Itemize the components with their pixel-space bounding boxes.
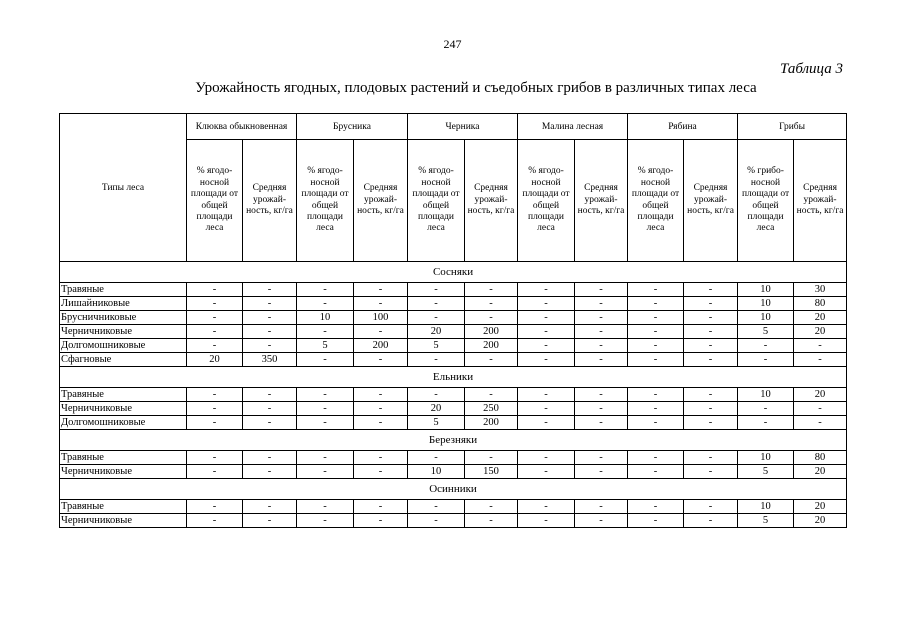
value-cell: - [243,451,297,465]
value-cell: - [408,283,465,297]
value-cell: - [297,402,354,416]
sub-header-pct: % ягодо-носной площади от общей площади леса [187,140,243,262]
value-cell: - [354,402,408,416]
table-label: Таблица 3 [780,61,843,77]
table-row [60,465,847,479]
value-cell: - [518,325,575,339]
value-cell: - [187,416,243,430]
value-cell: 20 [187,353,243,367]
value-cell: - [187,339,243,353]
value-cell: 200 [465,416,518,430]
value-cell: - [187,283,243,297]
value-cell: - [794,416,847,430]
section-row [60,479,847,500]
value-cell: - [575,451,628,465]
value-cell: 20 [794,465,847,479]
value-cell: - [243,416,297,430]
table-row [60,514,847,528]
value-cell: - [684,297,738,311]
table-row [60,451,847,465]
value-cell: - [297,325,354,339]
sub-header-pct: % ягодо-носной площади от общей площади леса [297,140,354,262]
value-cell: - [575,353,628,367]
value-cell: 20 [794,514,847,528]
value-cell: 10 [297,311,354,325]
group-header-raspberry: Малина лесная [518,114,628,140]
value-cell: - [243,283,297,297]
value-cell: - [354,283,408,297]
value-cell: - [628,353,684,367]
section-title: Осинники [60,479,847,500]
group-header-lingonberry: Брусника [297,114,408,140]
table-row [60,402,847,416]
value-cell: - [575,325,628,339]
value-cell: - [684,283,738,297]
value-cell: - [243,297,297,311]
value-cell: - [408,500,465,514]
value-cell: 200 [465,325,518,339]
value-cell: - [187,465,243,479]
value-cell: 10 [408,465,465,479]
value-cell: 5 [408,416,465,430]
table-title: Урожайность ягодных, плодовых растений и съедобных грибов в различных типах леса [195,80,757,96]
forest-type-cell: Травяные [60,388,187,402]
value-cell: - [518,465,575,479]
group-header-cranberry: Клюква обыкновенная [187,114,297,140]
section-title: Березняки [60,430,847,451]
value-cell: - [243,465,297,479]
sub-header-yield: Средняя урожай-ность, кг/га [684,140,738,262]
value-cell: - [408,297,465,311]
table-row [60,353,847,367]
value-cell: - [187,451,243,465]
value-cell: 10 [738,388,794,402]
forest-type-cell: Черничниковые [60,514,187,528]
value-cell: 5 [297,339,354,353]
row-header-cell: Типы леса [60,114,187,262]
value-cell: - [465,311,518,325]
sub-header-yield: Средняя урожай-ность, кг/га [465,140,518,262]
value-cell: - [684,416,738,430]
sub-header-yield: Средняя урожай-ность, кг/га [354,140,408,262]
value-cell: 250 [465,402,518,416]
table-row [60,311,847,325]
value-cell: - [738,339,794,353]
value-cell: 20 [794,388,847,402]
value-cell: - [297,514,354,528]
section-row [60,262,847,283]
value-cell: - [575,388,628,402]
value-cell: 150 [465,465,518,479]
value-cell: - [684,339,738,353]
value-cell: - [628,297,684,311]
group-header-row [60,114,847,140]
value-cell: - [794,402,847,416]
value-cell: - [628,388,684,402]
value-cell: - [575,283,628,297]
forest-type-cell: Сфагновые [60,353,187,367]
value-cell: 5 [738,325,794,339]
value-cell: - [354,451,408,465]
value-cell: 10 [738,311,794,325]
value-cell: - [187,325,243,339]
value-cell: - [408,514,465,528]
page-number: 247 [443,37,462,51]
value-cell: - [738,416,794,430]
value-cell: - [628,339,684,353]
value-cell: - [243,402,297,416]
forest-type-cell: Долгомошниковые [60,339,187,353]
value-cell: - [684,465,738,479]
value-cell: - [628,402,684,416]
value-cell: - [684,353,738,367]
value-cell: - [408,388,465,402]
section-title: Ельники [60,367,847,388]
group-header-rowan: Рябина [628,114,738,140]
value-cell: - [575,500,628,514]
value-cell: 20 [794,500,847,514]
value-cell: 350 [243,353,297,367]
value-cell: - [243,311,297,325]
value-cell: - [518,416,575,430]
value-cell: - [518,388,575,402]
value-cell: - [628,325,684,339]
sub-header-yield: Средняя урожай-ность, кг/га [575,140,628,262]
value-cell: - [465,297,518,311]
value-cell: - [243,339,297,353]
value-cell: - [297,500,354,514]
value-cell: - [297,451,354,465]
value-cell: - [518,514,575,528]
forest-type-cell: Травяные [60,500,187,514]
value-cell: - [187,388,243,402]
table-row [60,416,847,430]
value-cell: - [575,339,628,353]
value-cell: - [243,388,297,402]
value-cell: - [575,465,628,479]
value-cell: 20 [794,325,847,339]
forest-type-cell: Черничниковые [60,402,187,416]
value-cell: - [518,451,575,465]
value-cell: - [408,311,465,325]
value-cell: - [794,353,847,367]
value-cell: - [354,465,408,479]
value-cell: 10 [738,283,794,297]
value-cell: - [684,451,738,465]
table-row [60,297,847,311]
value-cell: - [297,353,354,367]
value-cell: 200 [465,339,518,353]
value-cell: - [518,297,575,311]
value-cell: 10 [738,297,794,311]
value-cell: - [684,325,738,339]
value-cell: - [243,325,297,339]
section-row [60,430,847,451]
value-cell: - [354,514,408,528]
value-cell: - [684,402,738,416]
value-cell: - [794,339,847,353]
value-cell: - [575,416,628,430]
value-cell: - [518,402,575,416]
forest-type-cell: Черничниковые [60,465,187,479]
value-cell: - [354,353,408,367]
value-cell: - [354,500,408,514]
value-cell: - [684,311,738,325]
forest-type-cell: Брусничниковые [60,311,187,325]
value-cell: - [408,451,465,465]
value-cell: - [354,297,408,311]
forest-type-cell: Травяные [60,283,187,297]
group-header-blueberry: Черника [408,114,518,140]
value-cell: - [465,500,518,514]
value-cell: - [187,500,243,514]
value-cell: - [518,339,575,353]
value-cell: - [518,311,575,325]
sub-header-pct: % ягодо-носной площади от общей площади леса [518,140,575,262]
section-row [60,367,847,388]
value-cell: - [354,416,408,430]
value-cell: - [465,514,518,528]
value-cell: 20 [408,402,465,416]
value-cell: - [465,451,518,465]
sub-header-pct: % ягодо-носной площади от общей площади леса [628,140,684,262]
value-cell: 200 [354,339,408,353]
value-cell: 10 [738,500,794,514]
value-cell: 30 [794,283,847,297]
value-cell: - [408,353,465,367]
value-cell: - [684,514,738,528]
value-cell: - [187,514,243,528]
value-cell: 80 [794,297,847,311]
value-cell: - [575,297,628,311]
value-cell: 20 [408,325,465,339]
forest-type-cell: Черничниковые [60,325,187,339]
value-cell: 5 [738,465,794,479]
table-row [60,500,847,514]
value-cell: - [297,416,354,430]
value-cell: - [628,416,684,430]
value-cell: - [465,283,518,297]
yield-table [59,113,847,528]
value-cell: - [575,514,628,528]
table-row [60,388,847,402]
sub-header-pct: % ягодо-носной площади от общей площади леса [408,140,465,262]
value-cell: - [297,388,354,402]
value-cell: - [628,514,684,528]
value-cell: - [297,283,354,297]
value-cell: 5 [738,514,794,528]
value-cell: 20 [794,311,847,325]
value-cell: - [187,297,243,311]
value-cell: 5 [408,339,465,353]
value-cell: - [465,353,518,367]
value-cell: - [575,311,628,325]
value-cell: 10 [738,451,794,465]
value-cell: - [243,500,297,514]
value-cell: - [628,283,684,297]
value-cell: - [575,402,628,416]
value-cell: - [738,402,794,416]
value-cell: - [243,514,297,528]
table-row [60,325,847,339]
table-row [60,339,847,353]
forest-type-cell: Травяные [60,451,187,465]
section-title: Сосняки [60,262,847,283]
value-cell: - [684,388,738,402]
value-cell: - [354,325,408,339]
value-cell: - [297,465,354,479]
value-cell: - [518,500,575,514]
value-cell: - [354,388,408,402]
value-cell: - [628,465,684,479]
value-cell: - [187,402,243,416]
table-row [60,283,847,297]
value-cell: - [628,500,684,514]
value-cell: - [187,311,243,325]
value-cell: - [628,311,684,325]
value-cell: 100 [354,311,408,325]
forest-type-cell: Лишайниковые [60,297,187,311]
value-cell: - [738,353,794,367]
forest-type-cell: Долгомошниковые [60,416,187,430]
sub-header-yield: Средняя урожай-ность, кг/га [794,140,847,262]
value-cell: - [518,353,575,367]
value-cell: - [684,500,738,514]
group-header-mushrooms: Грибы [738,114,847,140]
sub-header-pct-mushroom: % грибо-носной площади от общей площади леса [738,140,794,262]
value-cell: - [297,297,354,311]
value-cell: - [465,388,518,402]
value-cell: 80 [794,451,847,465]
table-body [60,262,847,528]
sub-header-yield: Средняя урожай-ность, кг/га [243,140,297,262]
value-cell: - [518,283,575,297]
value-cell: - [628,451,684,465]
